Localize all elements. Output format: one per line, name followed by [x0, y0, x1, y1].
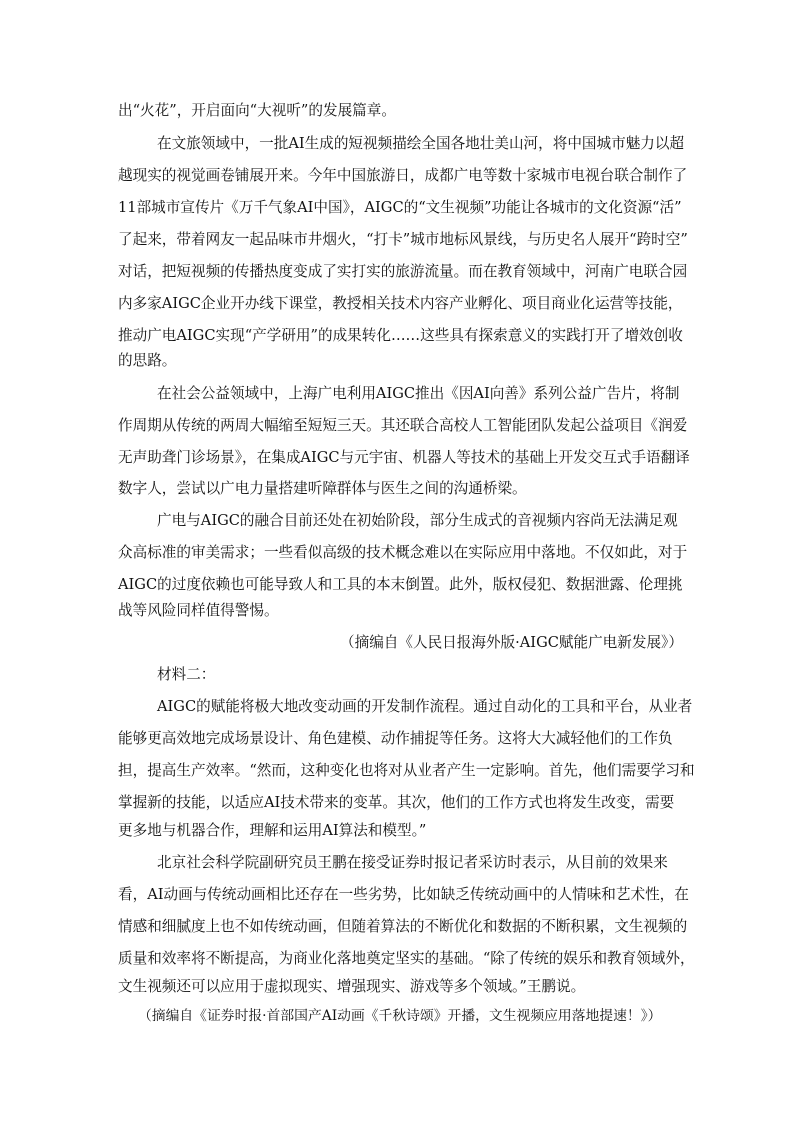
text-line: 看，AI动画与传统动画相比还存在一些劣势，比如缺乏传统动画中的人情味和艺术性，在 [118, 886, 689, 903]
text-line: 掌握新的技能，以适应AI技术带来的变革。其次，他们的工作方式也将发生改变，需要 [118, 794, 675, 811]
text-line: 更多地与机器合作，理解和运用AI算法和模型。” [118, 822, 427, 839]
text-line: 文生视频还可以应用于虚拟现实、增强现实、游戏等多个领域。”王鹏说。 [118, 978, 586, 995]
text-line: 北京社会科学院副研究员王鹏在接受证券时报记者采访时表示，从目前的效果来 [157, 854, 668, 871]
section-label: 材料二： [157, 666, 216, 683]
text-line: 出“火花”，开启面向“大视听”的发展篇章。 [118, 102, 396, 119]
text-line: 担，提高生产效率。“然而，这种变化也将对从业者产生一定影响。首先，他们需要学习和 [118, 762, 695, 779]
text-line: 能够更高效地完成场景设计、角色建模、动作捕捉等任务。这将大大减轻他们的工作负 [118, 730, 673, 747]
text-line: 了起来，带着网友一起品味市井烟火，“打卡”城市地标风景线，与历史名人展开“跨时空” [118, 231, 688, 248]
text-line: 情感和细腻度上也不如传统动画，但随着算法的不断优化和数据的不断积累，文生视频的 [118, 918, 688, 935]
source-citation: （摘编自《证券时报·首部国产AI动画《千秋诗颂》开播，文生视频应用落地提速！》） [138, 1008, 662, 1024]
text-line: 质量和效率将不断提高，为商业化落地奠定坚实的基础。“除了传统的娱乐和教育领域外， [118, 950, 695, 967]
source-citation: （摘编自《人民日报海外版·AIGC赋能广电新发展》） [340, 634, 683, 651]
text-line: 战等风险同样值得警惕。 [118, 602, 279, 619]
text-line: 无声助聋门诊场景》，在集成AIGC与元宇宙、机器人等技术的基础上开发交互式手语翻译 [118, 449, 690, 466]
text-line: 的思路。 [118, 352, 177, 369]
text-line: 数字人，尝试以广电力量搭建听障群体与医生之间的沟通桥梁。 [118, 480, 527, 497]
text-line: AIGC的过度依赖也可能导致人和工具的本末倒置。此外，版权侵犯、数据泄露、伦理挑 [118, 576, 683, 593]
text-line: 众高标准的审美需求；一些看似高级的技术概念难以在实际应用中落地。不仅如此，对于 [118, 544, 688, 561]
text-line: 对话，把短视频的传播热度变成了实打实的旅游流量。而在教育领域中，河南广电联合园 [118, 263, 688, 280]
text-line: 作周期从传统的两周大幅缩至短短三天。其还联合高校人工智能团队发起公益项目《润爱 [118, 417, 688, 434]
text-line: AIGC的赋能将极大地改变动画的开发制作流程。通过自动化的工具和平台，从业者 [157, 698, 693, 715]
text-line: 在社会公益领域中，上海广电利用AIGC推出《因AI向善》系列公益广告片，将制 [157, 385, 680, 402]
text-line: 11部城市宣传片《万千气象AI中国》，AIGC的“文生视频”功能让各城市的文化资源“活” [118, 199, 682, 216]
text-line: 广电与AIGC的融合目前还处在初始阶段，部分生成式的音视频内容尚无法满足观 [157, 512, 678, 529]
text-line: 越现实的视觉画卷铺展开来。今年中国旅游日，成都广电等数十家城市电视台联合制作了 [118, 167, 688, 184]
text-line: 推动广电AIGC实现“产学研用”的成果转化……这些具有探索意义的实践打开了增效创收 [118, 327, 683, 344]
text-line: 在文旅领域中，一批AI生成的短视频描绘全国各地壮美山河，将中国城市魅力以超 [157, 135, 685, 152]
text-line: 内多家AIGC企业开办线下课堂，教授相关技术内容产业孵化、项目商业化运营等技能， [118, 295, 683, 312]
